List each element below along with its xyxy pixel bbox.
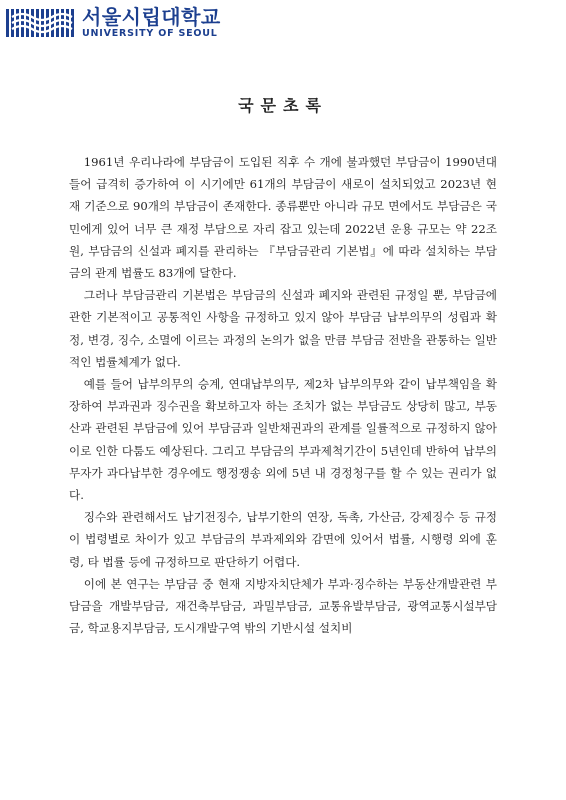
university-name-en: UNIVERSITY OF SEOUL [82,28,218,39]
university-name-ko: 서울시립대학교 [82,5,221,29]
abstract-paragraph: 이에 본 연구는 부담금 중 현재 지방자치단체가 부과·징수하는 부동산개발관련 부담금을 개발부담금, 재건축부담금, 과밀부담금, 교통유발부담금, 광역교통시설부담금, 학교용지부담금, 도시개발구역 밖의 기반시설 설치비 [69,576,497,636]
university-logo [6,6,221,40]
abstract-paragraph: 1961년 우리나라에 부담금이 도입된 직후 수 개에 불과했던 부담금이 1990년대 들어 급격히 증가하여 이 시기에만 61개의 부담금이 새로이 설치되었고 2023년 현재 기준으로 90개의 부담금이 존재한다. 종류뿐만 아니라 규모 면에서도 부담금은 국민에게 있어 너무 큰 재정 부담으로 자리 잡고 있는데 2022년 운용 규모는 약 22조 원, 부담금의 신설과 폐지를 관리하는 『부담금관리 기본법』에 따라 설치하는 부담금의 관계 법률도 83개에 달한다. [69,155,497,281]
abstract-body [69,151,497,639]
university-name [82,6,221,40]
university-emblem-icon [6,7,76,39]
abstract-paragraph: 징수와 관련해서도 납기전징수, 납부기한의 연장, 독촉, 가산금, 강제징수 등 규정이 법령별로 차이가 있고 부담금의 부과제외와 감면에 있어서 법률, 시행령 외에 훈령, 타 법률 등에 규정하므로 판단하기 어렵다. [69,510,497,569]
abstract-paragraph: 예를 들어 납부의무의 승계, 연대납부의무, 제2차 납부의무와 같이 납부책임을 확장하여 부과권과 징수권을 확보하고자 하는 조치가 없는 부담금도 상당히 많고, 부동산과 관련된 부담금에 있어 부담금과 일반채권과의 관계를 일률적으로 규정하지 않아 이로 인한 다툼도 예상된다. 그리고 부담금의 부과제척기간이 5년인데 반하여 납부의무자가 과다납부한 경우에도 행정쟁송 외에 5년 내 경정청구를 할 수 있는 권리가 없다. [69,377,497,503]
abstract-title: 국문초록 [238,96,328,115]
abstract-paragraph: 그러나 부담금관리 기본법은 부담금의 신설과 폐지와 관련된 규정일 뿐, 부담금에 관한 기본적이고 공통적인 사항을 규정하고 있지 않아 부담금 납부의무의 성립과 확정, 변경, 징수, 소멸에 이르는 과정의 논의가 없을 만큼 부담금 전반을 관통하는 일반적인 법률체계가 없다. [69,288,497,369]
